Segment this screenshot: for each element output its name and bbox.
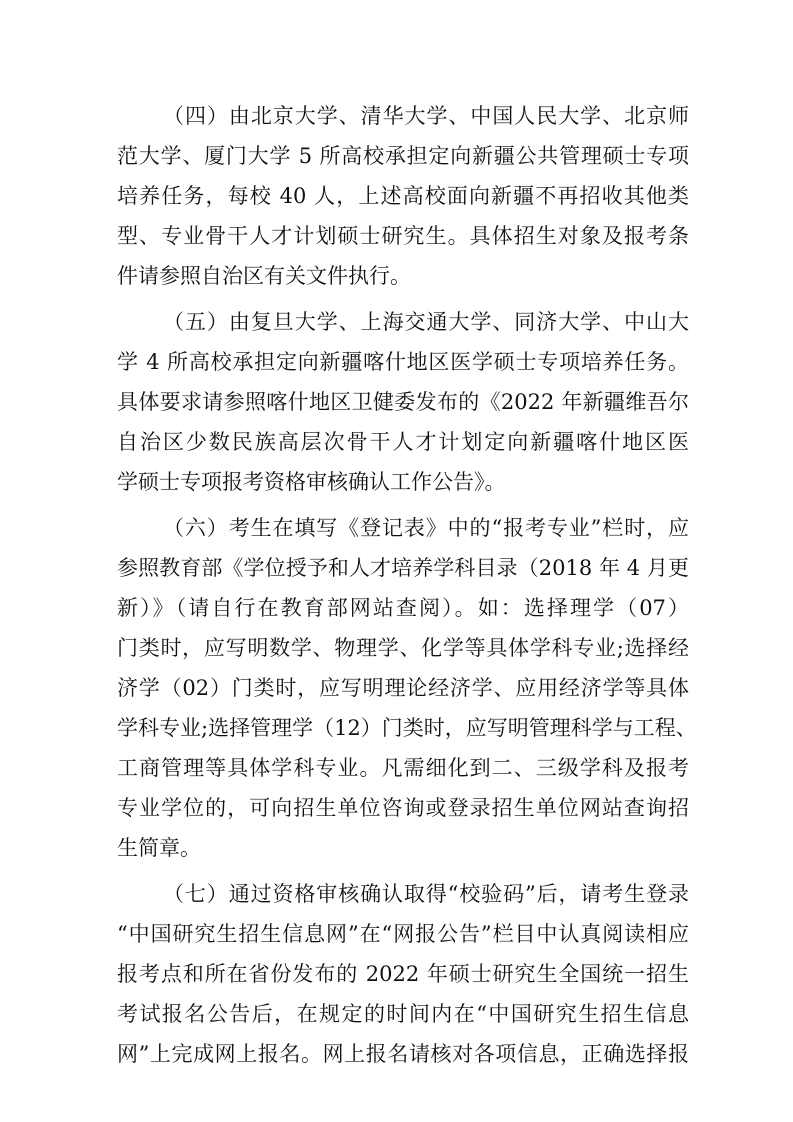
paragraph-item-4 (117, 96, 689, 296)
paragraph-line: 生简章。 (117, 836, 201, 860)
paragraph-item-7 (117, 874, 689, 1074)
paragraph-line: （五）由复旦大学、上海交通大学、同济大学、中山大 (163, 310, 689, 334)
paragraph-line: 学硕士专项报考资格审核确认工作公告》。 (117, 470, 506, 494)
paragraph-line: 培养任务，每校 40 人，上述高校面向新疆不再招收其他类 (117, 184, 689, 208)
paragraph-line: 网”上完成网上报名。网上报名请核对各项信息，正确选择报 (117, 1042, 689, 1066)
paragraph-line: （七）通过资格审核确认取得“校验码”后，请考生登录 (163, 882, 689, 906)
paragraph-line: 考试报名公告后，在规定的时间内在“中国研究生招生信息 (117, 1002, 689, 1026)
paragraph-line: 范大学、厦门大学 5 所高校承担定向新疆公共管理硕士专项 (117, 144, 689, 168)
paragraph-line: 型、专业骨干人才计划硕士研究生。具体招生对象及报考条 (117, 224, 689, 248)
paragraph-line: （四）由北京大学、清华大学、中国人民大学、北京师 (163, 104, 689, 128)
paragraph-line: 济学（02）门类时，应写明理论经济学、应用经济学等具体 (117, 676, 689, 700)
paragraph-line: 学科专业;选择管理学（12）门类时，应写明管理科学与工程、 (117, 716, 697, 740)
paragraph-line: 工商管理等具体学科专业。凡需细化到二、三级学科及报考 (117, 756, 689, 780)
paragraph-line: 新）》（请自行在教育部网站查阅）。如：选择理学（07） (117, 596, 689, 620)
paragraph-line: 学 4 所高校承担定向新疆喀什地区医学硕士专项培养任务。 (117, 350, 689, 374)
paragraph-line: 报考点和所在省份发布的 2022 年硕士研究生全国统一招生 (117, 962, 689, 986)
paragraph-item-6 (117, 508, 697, 868)
paragraph-line: 参照教育部《学位授予和人才培养学科目录（2018 年 4 月更 (117, 556, 689, 580)
paragraph-line: （六）考生在填写《登记表》中的“报考专业”栏时，应 (163, 516, 689, 540)
document-body (117, 96, 697, 1080)
paragraph-line: 件请参照自治区有关文件执行。 (117, 264, 411, 288)
paragraph-line: “中国研究生招生信息网”在“网报公告”栏目中认真阅读相应 (117, 922, 689, 946)
paragraph-line: 自治区少数民族高层次骨干人才计划定向新疆喀什地区医 (117, 430, 689, 454)
paragraph-line: 专业学位的，可向招生单位咨询或登录招生单位网站查询招 (117, 796, 689, 820)
paragraph-line: 具体要求请参照喀什地区卫健委发布的《2022 年新疆维吾尔 (117, 390, 689, 414)
paragraph-item-5 (117, 302, 689, 502)
paragraph-line: 门类时，应写明数学、物理学、化学等具体学科专业;选择经 (117, 636, 689, 660)
